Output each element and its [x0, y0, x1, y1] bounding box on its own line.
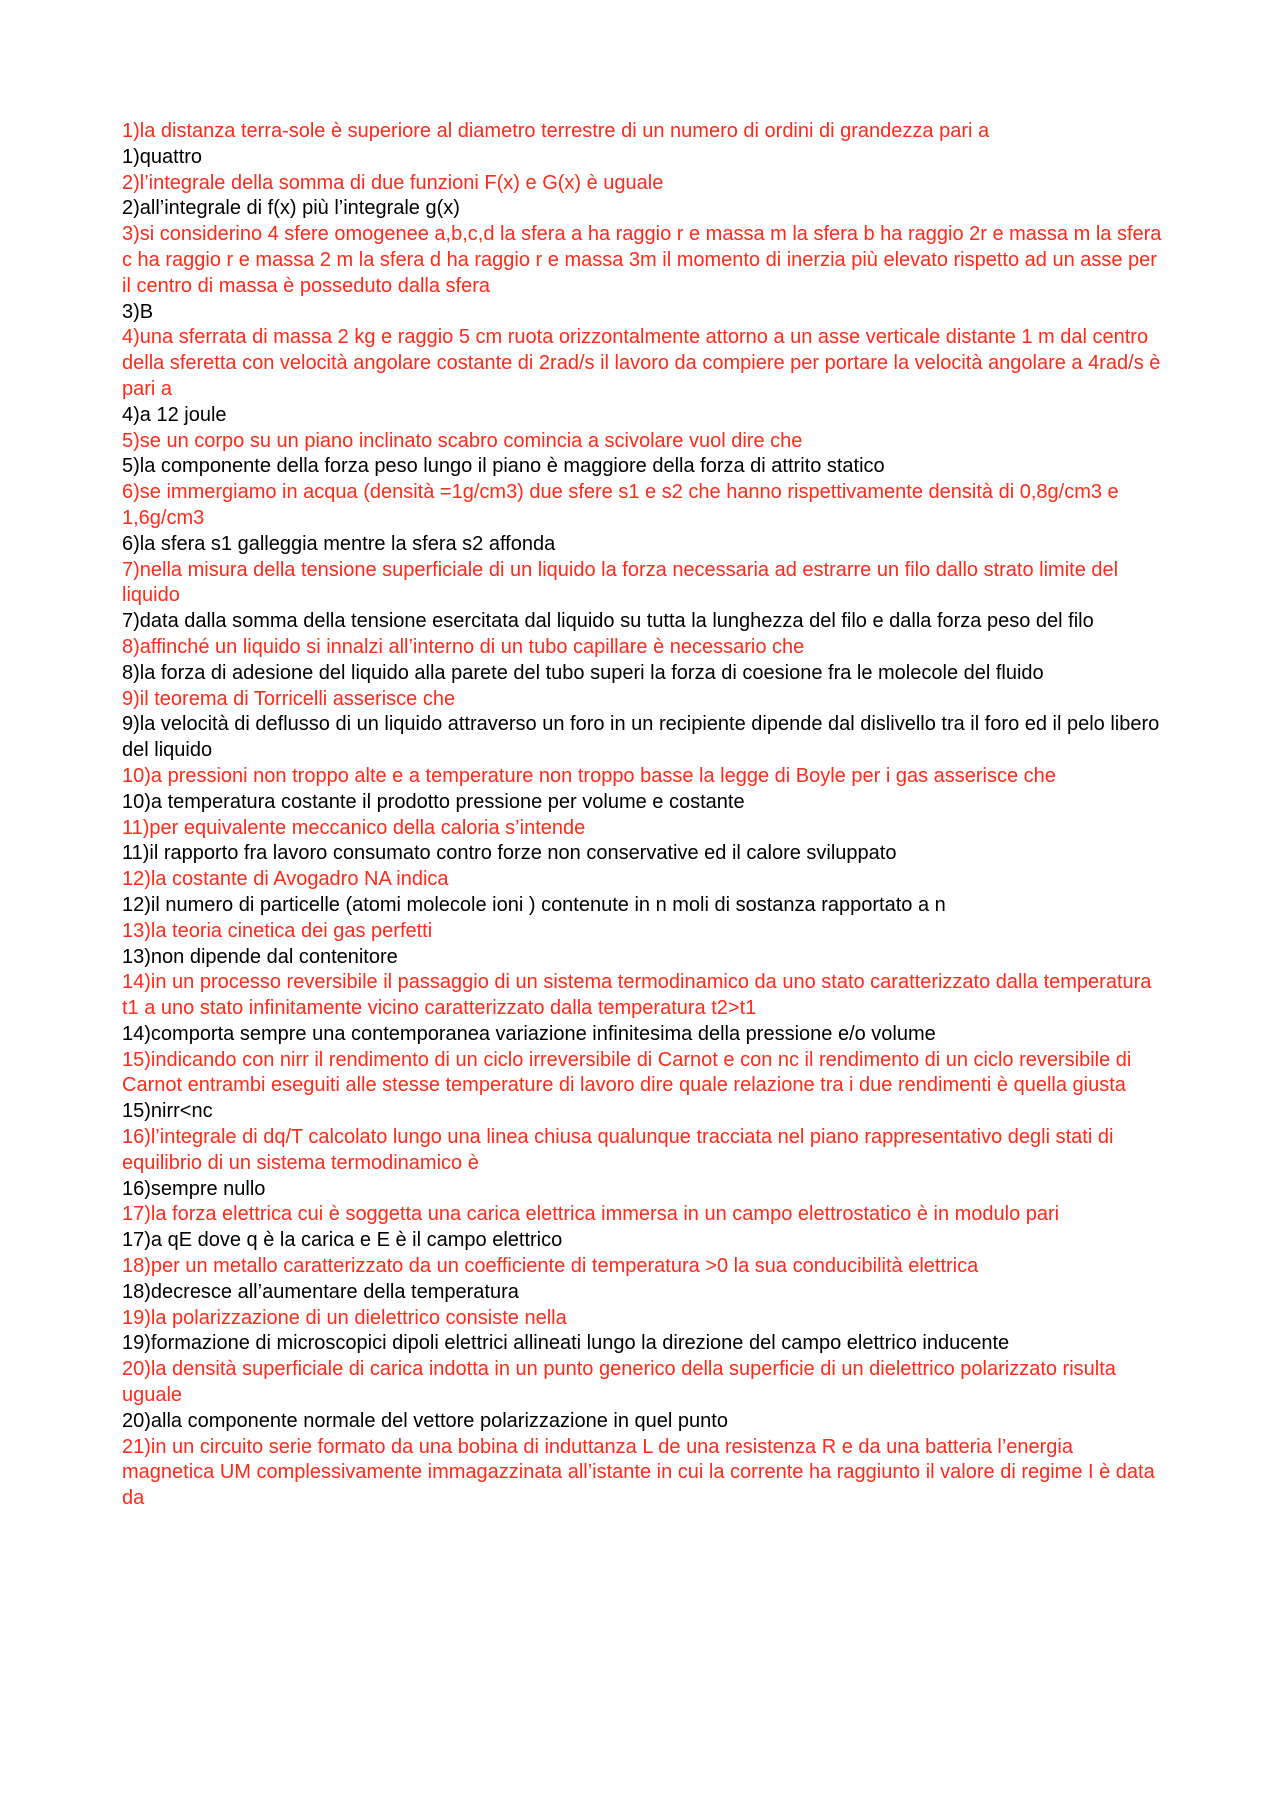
question-17: 17)la forza elettrica cui è soggetta una carica elettrica immersa in un campo elettrostatico è in modulo pari	[122, 1203, 1060, 1226]
question-9: 9)il teorema di Torricelli asserisce che	[122, 687, 456, 710]
question-2: 2)l’integrale della somma di due funzioni F(x) e G(x) è uguale	[122, 171, 664, 194]
question-4: 4)una sferrata di massa 2 kg e raggio 5 cm ruota orizzontalmente attorno a un asse verticale distante 1 m dal centro della sferetta con velocità angolare costante di 2rad/s il lavoro da compiere per portare la velocità angolare a 4rad/s è pari a	[122, 326, 1161, 400]
answer-12: 12)il numero di particelle (atomi molecole ioni ) contenute in n moli di sostanza rapportato a n	[122, 893, 946, 916]
question-20: 20)la densità superficiale di carica indotta in un punto generico della superficie di un dielettrico polarizzato risulta uguale	[122, 1358, 1116, 1407]
question-18: 18)per un metallo caratterizzato da un coefficiente di temperatura >0 la sua conducibilità elettrica	[122, 1255, 979, 1278]
answer-17: 17)a qE dove q è la carica e E è il campo elettrico	[122, 1229, 563, 1252]
answer-14: 14)comporta sempre una contemporanea variazione infinitesima della pressione e/o volume	[122, 1022, 936, 1045]
question-14: 14)in un processo reversibile il passaggio di un sistema termodinamico da uno stato caratterizzato dalla temperatura t1 a uno stato infinitamente vicino caratterizzato dalla temperatura t2>t1	[122, 971, 1152, 1020]
answer-1: 1)quattro	[122, 145, 203, 168]
question-7: 7)nella misura della tensione superficiale di un liquido la forza necessaria ad estrarre un filo dallo strato limite del liquido	[122, 558, 1119, 607]
answer-20: 20)alla componente normale del vettore polarizzazione in quel punto	[122, 1409, 728, 1432]
question-8: 8)affinché un liquido si innalzi all’interno di un tubo capillare è necessario che	[122, 635, 805, 658]
answer-11: 11)il rapporto fra lavoro consumato contro forze non conservative ed il calore sviluppato	[122, 842, 897, 865]
answer-3: 3)B	[122, 300, 154, 323]
answer-15: 15)nirr<nc	[122, 1100, 213, 1123]
question-6: 6)se immergiamo in acqua (densità =1g/cm3) due sfere s1 e s2 che hanno rispettivamente densità di 0,8g/cm3 e 1,6g/cm3	[122, 481, 1119, 529]
answer-16: 16)sempre nullo	[122, 1177, 266, 1200]
answer-7: 7)data dalla somma della tensione esercitata dal liquido su tutta la lunghezza del filo e dalla forza peso del filo	[122, 610, 1094, 633]
question-11: 11)per equivalente meccanico della caloria s’intende	[122, 816, 586, 839]
answer-2: 2)all’integrale di f(x) più l’integrale g(x)	[122, 197, 460, 220]
question-16: 16)l’integrale di dq/T calcolato lungo una linea chiusa qualunque tracciata nel piano rappresentativo degli stati di equilibrio di un sistema termodinamico è	[122, 1126, 1114, 1174]
question-3: 3)si considerino 4 sfere omogenee a,b,c,d la sfera a ha raggio r e massa m la sfera b ha raggio 2r e massa m la sfera c ha raggio r e massa 2 m la sfera d ha raggio r e massa 3m il momento di inerzia più elevato rispetto ad un asse per il centro di massa è posseduto dalla sfera	[122, 223, 1162, 297]
question-21: 21)in un circuito serie formato da una bobina di induttanza L de una resistenza R e da una batteria l’energia magnetica UM complessivamente immagazzinata all’istante in cui la corrente ha raggiunto il valore di regime I è data da	[122, 1435, 1155, 1510]
answer-8: 8)la forza di adesione del liquido alla parete del tubo superi la forza di coesione fra le molecole del fluido	[122, 661, 1044, 684]
question-19: 19)la polarizzazione di un dielettrico consiste nella	[122, 1306, 567, 1329]
answer-18: 18)decresce all’aumentare della temperatura	[122, 1280, 519, 1303]
document-body	[122, 119, 1167, 1512]
question-13: 13)la teoria cinetica dei gas perfetti	[122, 919, 433, 942]
question-15: 15)indicando con nirr il rendimento di un ciclo irreversibile di Carnot e con nc il rendimento di un ciclo reversibile di Carnot entrambi eseguiti alle stesse temperature di lavoro dire quale relazione tra i due rendimenti è quella giusta	[122, 1048, 1132, 1097]
question-10: 10)a pressioni non troppo alte e a temperature non troppo basse la legge di Boyle per i gas asserisce che	[122, 764, 1056, 787]
question-1: 1)la distanza terra-sole è superiore al diametro terrestre di un numero di ordini di grandezza pari a	[122, 120, 990, 142]
answer-4: 4)a 12 joule	[122, 403, 227, 426]
question-5: 5)se un corpo su un piano inclinato scabro comincia a scivolare vuol dire che	[122, 429, 803, 452]
answer-10: 10)a temperatura costante il prodotto pressione per volume e costante	[122, 790, 745, 813]
answer-13: 13)non dipende dal contenitore	[122, 945, 398, 968]
answer-9: 9)la velocità di deflusso di un liquido attraverso un foro in un recipiente dipende dal dislivello tra il foro ed il pelo libero del liquido	[122, 713, 1160, 762]
answer-19: 19)formazione di microscopici dipoli elettrici allineati lungo la direzione del campo elettrico inducente	[122, 1332, 1010, 1355]
answer-5: 5)la componente della forza peso lungo il piano è maggiore della forza di attrito statico	[122, 455, 885, 478]
answer-6: 6)la sfera s1 galleggia mentre la sfera s2 affonda	[122, 532, 556, 555]
question-12: 12)la costante di Avogadro NA indica	[122, 868, 449, 891]
